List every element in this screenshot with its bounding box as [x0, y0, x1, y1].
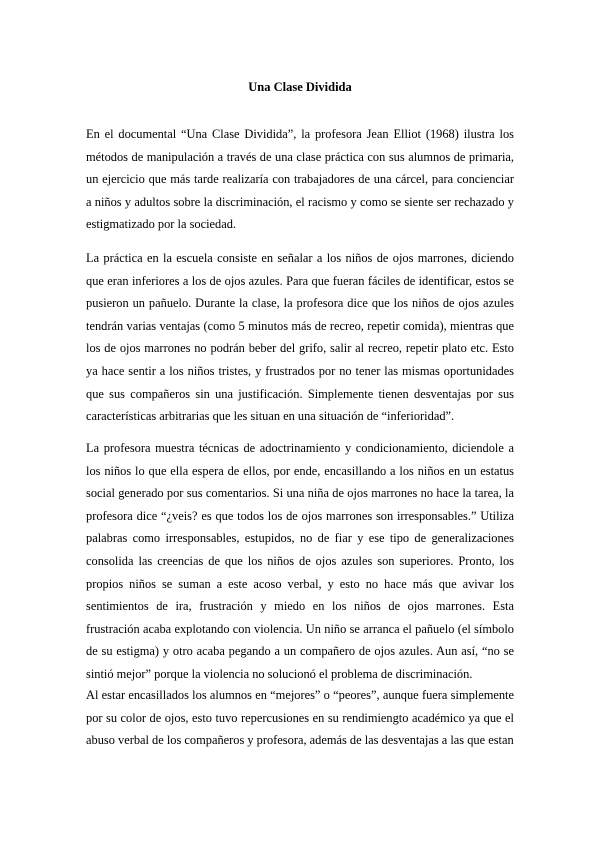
paragraph-consequences: Al estar encasillados los alumnos en “mejores” o “peores”, aunque fuera simplemente por su color de ojos, esto tuvo repercusiones en su rendimiengto académico ya que el abuso verbal de los compañeros y profesora, además de las desventajas a las que estan: [86, 688, 514, 748]
paragraph-indoctrination: La profesora muestra técnicas de adoctrinamiento y condicionamiento, diciendole a los niños lo que ella espera de ellos, por ende, encasillando a los niños en un estatus social generado por sus comentarios. Si una niña de ojos marrones no hace la tarea, la profesora dice “¿veis? es que todos los de ojos marrones son irresponsables.” Utiliza palabras como irresponsables, estupidos, no de fiar y ese tipo de generalizaciones consolida las creencias de que los niños de ojos azules son superiores. Pronto, los propios niños se suman a este acoso verbal, y esto no hace más que avivar los sentimientos de ira, frustración y miedo en los niños de ojos marrones. Esta frustración acaba explotando con violencia. Un niño se arranca el pañuelo (el símbolo de su estigma) y otro acaba pegando a un compañero de ojos azules. Aun así, “no se sintió mejor” porque la violencia no solucionó el problema de discriminación.: [86, 441, 514, 681]
paragraph-practice: La práctica en la escuela consiste en señalar a los niños de ojos marrones, diciendo que eran inferiores a los de ojos azules. Para que fueran fáciles de identificar, estos se pusieron un pañuelo. Durante la clase, la profesora dice que los niños de ojos azules tendrán varias ventajas (como 5 minutos más de recreo, repetir comida), mientras que los de ojos marrones no podrán beber del grifo, salir al recreo, repetir plato etc. Esto ya hace sentir a los niños tristes, y frustrados por no tener las mismas oportunidades que sus compañeros sin una justificación. Simplemente tienen desventajas por sus características arbitrarias que les situan en una situación de “inferioridad”.: [86, 251, 514, 424]
paragraph-introduction: En el documental “Una Clase Dividida”, la profesora Jean Elliot (1968) ilustra los métodos de manipulación a través de una clase práctica con sus alumnos de primaria, un ejercicio que más tarde realizaría con trabajadores de una cárcel, para concienciar a niños y adultos sobre la discriminación, el racismo y como se siente ser rechazado y estigmatizado por la sociedad.: [86, 127, 514, 232]
document-title: Una Clase Dividida: [248, 80, 352, 94]
